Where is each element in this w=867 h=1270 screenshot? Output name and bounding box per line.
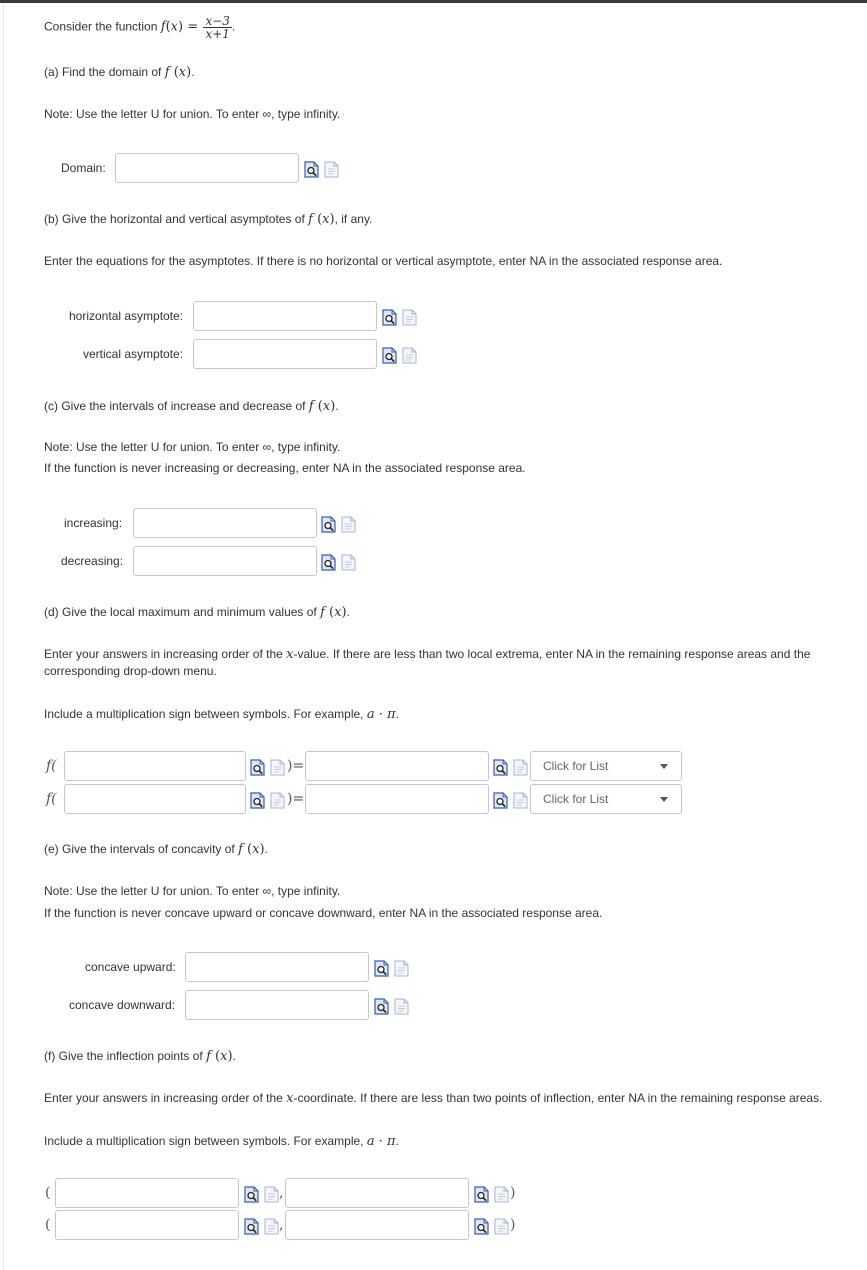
part-b-title: (b) Give the horizontal and vertical asymptotes of f (x), if any. bbox=[44, 212, 373, 227]
equation-editor-icon[interactable] bbox=[402, 347, 417, 364]
chevron-down-icon bbox=[660, 764, 668, 769]
part-c-note2: If the function is never increasing or decreasing, enter NA in the associated response area. bbox=[44, 461, 526, 475]
equation-editor-icon[interactable] bbox=[264, 1218, 279, 1235]
equation-preview-icon[interactable] bbox=[304, 161, 319, 178]
part-c-note1: Note: Use the letter U for union. To enter ∞, type infinity. bbox=[44, 440, 341, 454]
equation-editor-icon[interactable] bbox=[270, 792, 285, 809]
f-symbol: f( bbox=[46, 791, 57, 807]
equation-preview-icon[interactable] bbox=[493, 759, 508, 776]
inflection-y-input-1[interactable] bbox=[285, 1178, 469, 1208]
equation-preview-icon[interactable] bbox=[474, 1186, 489, 1203]
equation-preview-icon[interactable] bbox=[374, 998, 389, 1015]
equation-editor-icon[interactable] bbox=[402, 309, 417, 326]
inflection-x-input-1[interactable] bbox=[55, 1178, 239, 1208]
equation-editor-icon[interactable] bbox=[513, 759, 528, 776]
dropdown-value: Click for List bbox=[543, 792, 609, 806]
vertical-asymptote-input[interactable] bbox=[193, 339, 377, 369]
equation-editor-icon[interactable] bbox=[270, 759, 285, 776]
extrema-value-input-2[interactable] bbox=[305, 784, 489, 814]
equation-preview-icon[interactable] bbox=[321, 554, 336, 571]
concave-downward-input[interactable] bbox=[185, 990, 369, 1020]
domain-input[interactable] bbox=[115, 153, 299, 183]
close-paren: ) bbox=[510, 1217, 516, 1233]
concave-downward-label: concave downward: bbox=[69, 998, 176, 1012]
comma: , bbox=[279, 1217, 284, 1233]
question-intro: Consider the function f(x) = $\frac{x-3}{x+1}$ . bbox=[44, 14, 236, 41]
part-f-title: (f) Give the inflection points of f (x). bbox=[44, 1049, 236, 1064]
part-d-instruction-line2: corresponding drop-down menu. bbox=[44, 664, 217, 678]
part-c-title: (c) Give the intervals of increase and decrease of f (x). bbox=[44, 399, 339, 414]
open-paren: ( bbox=[45, 1217, 51, 1233]
equation-editor-icon[interactable] bbox=[513, 792, 528, 809]
equation-preview-icon[interactable] bbox=[493, 792, 508, 809]
equation-editor-icon[interactable] bbox=[341, 516, 356, 533]
equation-preview-icon[interactable] bbox=[321, 516, 336, 533]
part-e-note2: If the function is never concave upward or concave downward, enter NA in the associated response area. bbox=[44, 906, 603, 920]
equation-preview-icon[interactable] bbox=[244, 1186, 259, 1203]
equation-editor-icon[interactable] bbox=[494, 1186, 509, 1203]
chevron-down-icon bbox=[660, 797, 668, 802]
equation-editor-icon[interactable] bbox=[324, 161, 339, 178]
equation-preview-icon[interactable] bbox=[474, 1218, 489, 1235]
decreasing-input[interactable] bbox=[133, 546, 317, 576]
vertical-asymptote-label: vertical asymptote: bbox=[83, 347, 184, 361]
function-fraction: $\frac{x-3}{x+1}$ bbox=[205, 14, 230, 41]
part-a-note: Note: Use the letter U for union. To enter ∞, type infinity. bbox=[44, 107, 341, 121]
inflection-x-input-2[interactable] bbox=[55, 1210, 239, 1240]
increasing-label: increasing: bbox=[64, 516, 123, 530]
close-paren-equals: )= bbox=[287, 791, 305, 807]
equation-editor-icon[interactable] bbox=[264, 1186, 279, 1203]
horizontal-asymptote-label: horizontal asymptote: bbox=[69, 309, 184, 323]
part-f-mult-note: Include a multiplication sign between symbols. For example, a · π. bbox=[44, 1134, 399, 1149]
equation-preview-icon[interactable] bbox=[244, 1218, 259, 1235]
concave-upward-input[interactable] bbox=[185, 952, 369, 982]
part-d-mult-note: Include a multiplication sign between symbols. For example, a · π. bbox=[44, 707, 399, 722]
close-paren: ) bbox=[510, 1185, 516, 1201]
part-d-title: (d) Give the local maximum and minimum values of f (x). bbox=[44, 605, 350, 620]
inflection-y-input-2[interactable] bbox=[285, 1210, 469, 1240]
part-e-note1: Note: Use the letter U for union. To enter ∞, type infinity. bbox=[44, 884, 341, 898]
extrema-type-dropdown-2[interactable] bbox=[530, 784, 682, 814]
extrema-value-input-1[interactable] bbox=[305, 751, 489, 781]
equation-editor-icon[interactable] bbox=[394, 998, 409, 1015]
equation-editor-icon[interactable] bbox=[394, 960, 409, 977]
open-paren: ( bbox=[45, 1185, 51, 1201]
decreasing-label: decreasing: bbox=[61, 554, 124, 568]
increasing-input[interactable] bbox=[133, 508, 317, 538]
equation-preview-icon[interactable] bbox=[382, 309, 397, 326]
extrema-x-input-1[interactable] bbox=[64, 751, 246, 781]
equation-preview-icon[interactable] bbox=[374, 960, 389, 977]
top-bar bbox=[0, 0, 867, 3]
part-a-title: (a) Find the domain of f (x). bbox=[44, 65, 195, 80]
left-rule bbox=[3, 3, 4, 1270]
part-f-instruction: Enter your answers in increasing order of the x-coordinate. If there are less than two points of inflection, enter NA in the remaining response areas. bbox=[44, 1091, 823, 1106]
equation-editor-icon[interactable] bbox=[494, 1218, 509, 1235]
close-paren-equals: )= bbox=[287, 758, 305, 774]
equation-preview-icon[interactable] bbox=[382, 347, 397, 364]
f-symbol: f( bbox=[46, 758, 57, 774]
part-d-instruction: Enter your answers in increasing order of the x-value. If there are less than two local extrema, enter NA in the remaining response areas and the bbox=[44, 647, 811, 662]
concave-upward-label: concave upward: bbox=[85, 960, 176, 974]
part-b-instruction: Enter the equations for the asymptotes. If there is no horizontal or vertical asymptote, enter NA in the associated response area. bbox=[44, 254, 723, 268]
extrema-x-input-2[interactable] bbox=[64, 784, 246, 814]
equation-preview-icon[interactable] bbox=[250, 759, 265, 776]
extrema-type-dropdown-1[interactable] bbox=[530, 751, 682, 781]
equation-editor-icon[interactable] bbox=[341, 554, 356, 571]
equation-preview-icon[interactable] bbox=[250, 792, 265, 809]
domain-label: Domain: bbox=[61, 161, 106, 175]
part-e-title: (e) Give the intervals of concavity of f (x). bbox=[44, 842, 268, 857]
horizontal-asymptote-input[interactable] bbox=[193, 301, 377, 331]
comma: , bbox=[279, 1185, 284, 1201]
dropdown-value: Click for List bbox=[543, 759, 609, 773]
